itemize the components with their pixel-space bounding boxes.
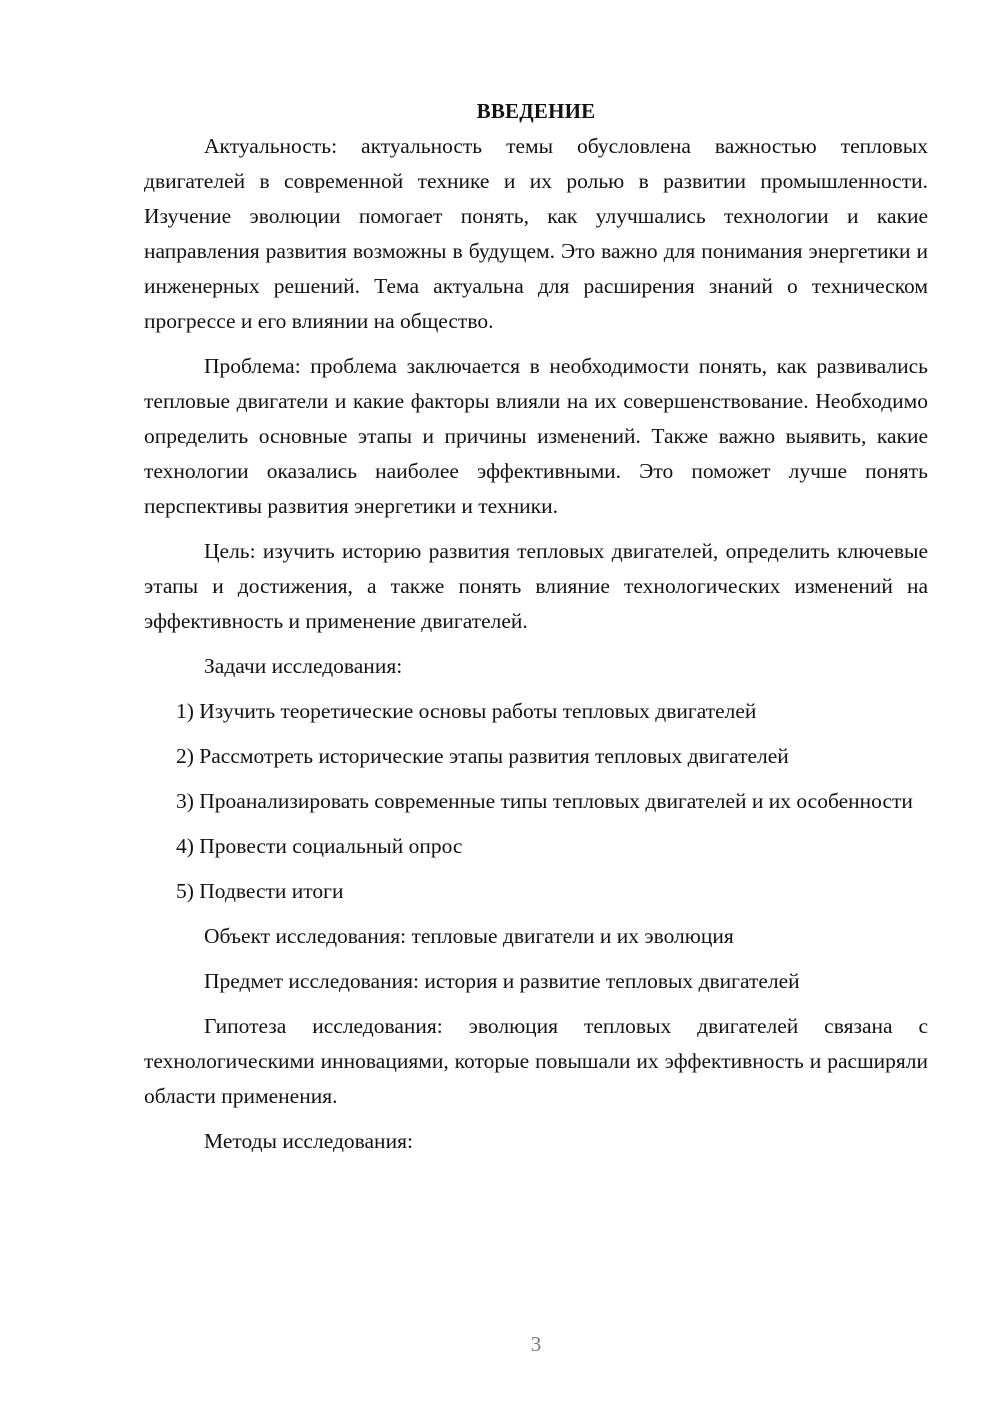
section-title: ВВЕДЕНИЕ — [476, 99, 596, 123]
tasks-list — [144, 694, 928, 909]
subject-paragraph: Предмет исследования: история и развитие тепловых двигателей — [204, 969, 800, 993]
task-item: 5) Подвести итоги — [176, 879, 344, 903]
goal-paragraph: Цель: изучить историю развития тепловых двигателей, определить ключевые этапы и достижения, а также понять влияние технологических изменений на эффективность и применение двигателей. — [144, 539, 928, 633]
problem-paragraph: Проблема: проблема заключается в необходимости понять, как развивались тепловые двигатели и какие факторы влияли на их совершенствование. Необходимо определить основные этапы и причины изменений. Также важно выявить, какие технологии оказались наиболее эффективными. Это поможет лучше понять перспективы развития энергетики и техники. — [144, 354, 928, 518]
tasks-heading: Задачи исследования: — [204, 654, 403, 678]
task-item: 4) Провести социальный опрос — [176, 834, 463, 858]
document-page — [144, 94, 928, 1169]
task-item: 1) Изучить теоретические основы работы тепловых двигателей — [176, 699, 757, 723]
page-number: 3 — [530, 1332, 542, 1356]
task-item: 2) Рассмотреть исторические этапы развития тепловых двигателей — [176, 744, 789, 768]
methods-heading: Методы исследования: — [204, 1129, 413, 1153]
task-item: 3) Проанализировать современные типы тепловых двигателей и их особенности — [176, 789, 913, 813]
object-paragraph: Объект исследования: тепловые двигатели и их эволюция — [204, 924, 734, 948]
relevance-paragraph: Актуальность: актуальность темы обусловлена важностью тепловых двигателей в современной технике и их ролью в развитии промышленности. Изучение эволюции помогает понять, как улучшались технологии и какие направления развития возможны в будущем. Это важно для понимания энергетики и инженерных решений. Тема актуальна для расширения знаний о техническом прогрессе и его влиянии на общество. — [144, 134, 928, 333]
hypothesis-paragraph: Гипотеза исследования: эволюция тепловых двигателей связана с технологическими инновациями, которые повышали их эффективность и расширяли области применения. — [144, 1014, 928, 1108]
